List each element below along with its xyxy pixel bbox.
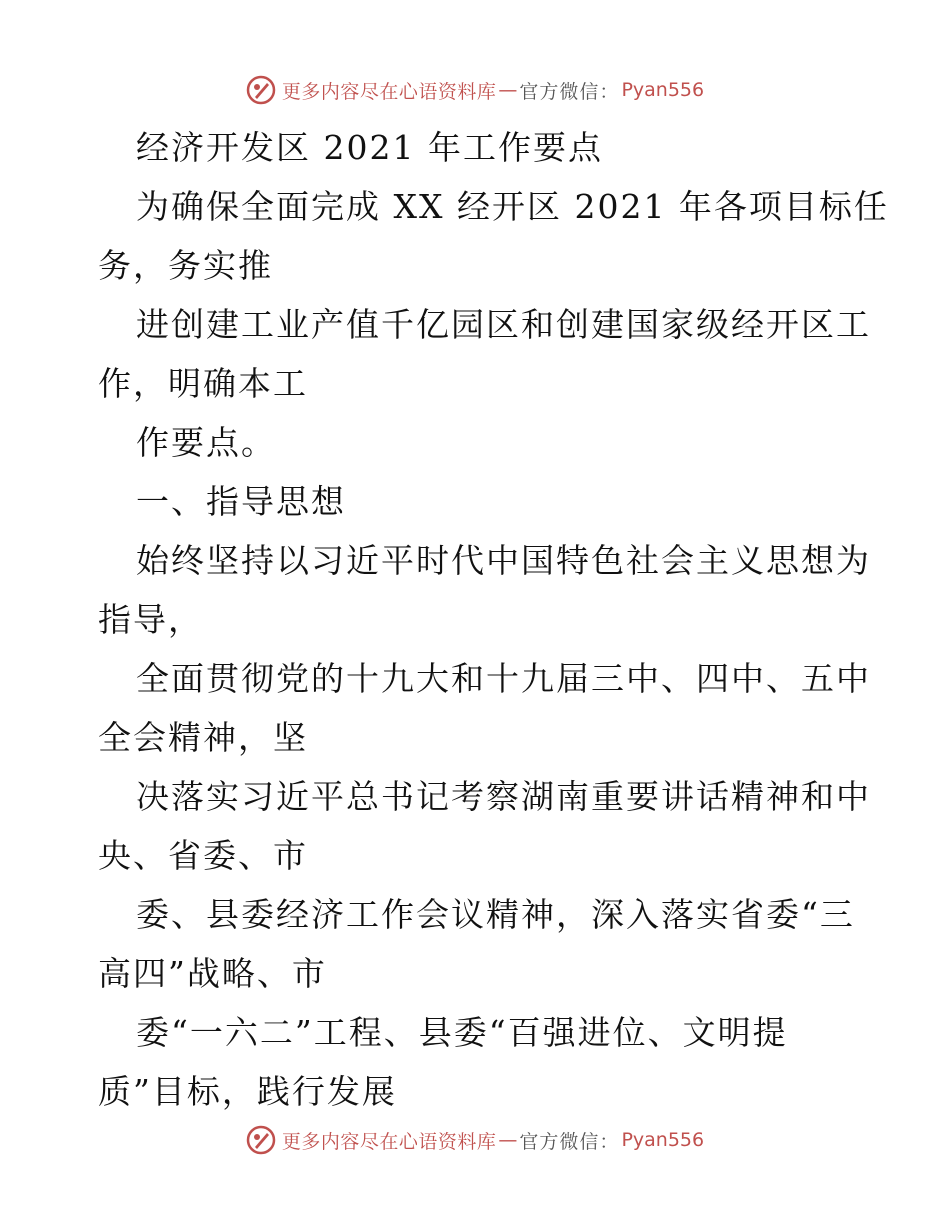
document-line: 央、省委、市: [98, 836, 308, 875]
document-line: 务，务实推: [98, 246, 273, 285]
watermark-wechat-id: Pyan556: [621, 79, 705, 101]
document-body: [98, 118, 889, 1121]
document-line: 指导，: [98, 600, 203, 639]
document-line: 作要点。: [136, 423, 276, 462]
document-line: 作，明确本工: [98, 364, 308, 403]
document-line: 一、指导思想: [136, 482, 346, 521]
document-line: 进创建工业产值千亿园区和创建国家级经开区工: [136, 305, 871, 344]
document-line: 委“一六二”工程、县委“百强进位、文明提: [136, 1013, 788, 1052]
document-line: 全会精神，坚: [98, 718, 308, 757]
watermark-wechat-id: Pyan556: [621, 1129, 705, 1151]
watermark-sub-text: 官方微信：: [519, 1130, 620, 1153]
watermark-dash: —: [498, 79, 518, 101]
watermark-main-text: 更多内容尽在心语资料库: [281, 1130, 497, 1153]
watermark-main-text: 更多内容尽在心语资料库: [281, 80, 497, 103]
footer-watermark: [0, 1120, 950, 1160]
document-line: 高四”战略、市: [98, 954, 327, 993]
document-line: 始终坚持以习近平时代中国特色社会主义思想为: [136, 541, 871, 580]
document-line: 为确保全面完成 XX 经开区 2021 年各项目标任: [136, 187, 889, 226]
quill-logo-icon: [246, 1125, 276, 1155]
document-line: 全面贯彻党的十九大和十九届三中、四中、五中: [136, 659, 871, 698]
quill-logo-icon: [246, 75, 276, 105]
watermark-dash: —: [498, 1129, 518, 1151]
watermark-sub-text: 官方微信：: [519, 80, 620, 103]
document-line: 决落实习近平总书记考察湖南重要讲话精神和中: [136, 777, 871, 816]
document-line: 委、县委经济工作会议精神，深入落实省委“三: [136, 895, 855, 934]
document-line: 质”目标，践行发展: [98, 1072, 397, 1111]
header-watermark: [0, 70, 950, 110]
document-line: 经济开发区 2021 年工作要点: [136, 128, 603, 167]
